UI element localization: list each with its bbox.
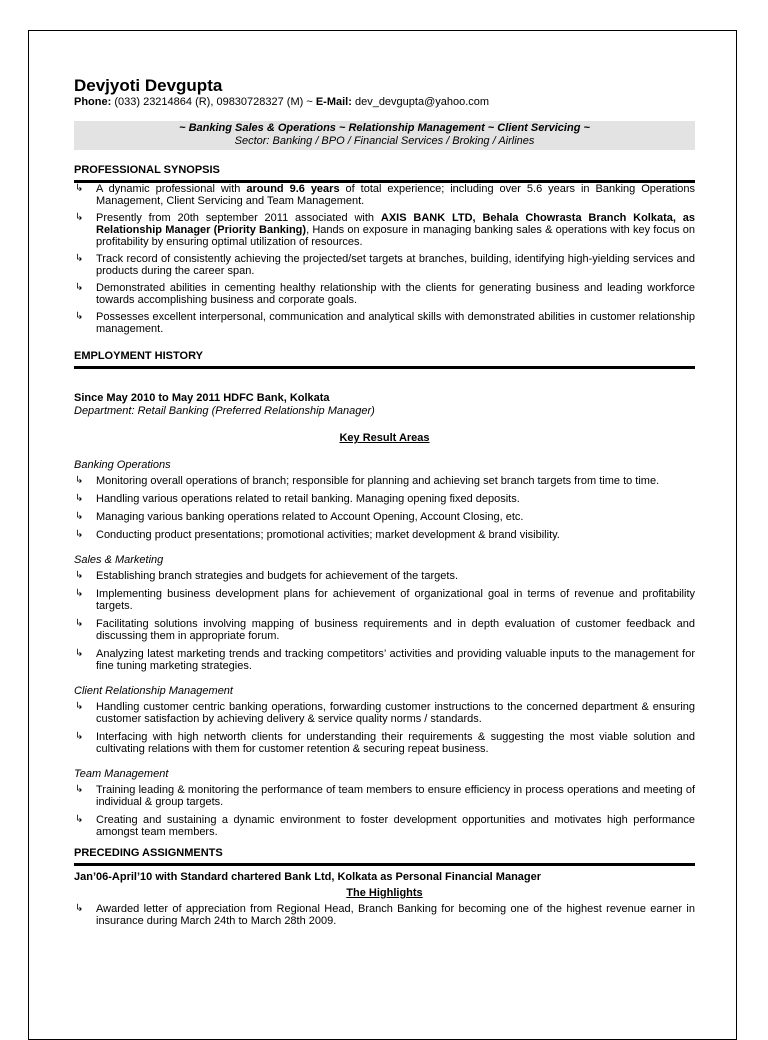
- list-item: ↳ Conducting product presentations; promotional activities; market development & brand visibility.: [75, 529, 560, 541]
- resume-page: [28, 30, 737, 1040]
- employment-department: Department: Retail Banking (Preferred Relationship Manager): [74, 405, 375, 417]
- email-value: dev_devgupta@yahoo.com: [351, 96, 490, 108]
- phone-value: (033) 23214864 (R), 09830728327 (M) ~: [111, 96, 316, 108]
- arrow-bullet-icon: ↳: [75, 570, 84, 581]
- synopsis-list: [74, 183, 695, 335]
- list-item: ↳ Presently from 20th september 2011 associated with AXIS BANK LTD, Behala Chowrasta Branch Kolkata, as Relationship Manager (Priority Banking), Hands on exposure in managing banking sales & operations with key focus on profitability by ensuring optimal utilization of resources.: [75, 212, 696, 248]
- arrow-bullet-icon: ↳: [75, 903, 84, 914]
- list-item: ↳ Handling customer centric banking operations, forwarding customer instructions to the concerned department & ensuring customer satisfaction by achieving delivery & service quality norms / standards.: [75, 701, 695, 725]
- list-item: ↳ Establishing branch strategies and budgets for achievement of the targets.: [75, 570, 458, 582]
- key-result-areas-heading: Key Result Areas: [339, 432, 430, 444]
- arrow-bullet-icon: ↳: [75, 814, 84, 825]
- list-item: ↳ Track record of consistently achieving the projected/set targets at branches, building, identifying high-yielding services and products during the career span.: [75, 253, 695, 277]
- sales-marketing-list: [74, 570, 695, 672]
- phone-label: Phone:: [74, 96, 112, 108]
- arrow-bullet-icon: ↳: [75, 731, 84, 742]
- arrow-bullet-icon: ↳: [75, 648, 84, 659]
- list-item: ↳ Implementing business development plans for achievement of organizational goal in terms of revenue and profitability targets.: [75, 588, 695, 612]
- arrow-bullet-icon: ↳: [75, 311, 84, 322]
- section-heading-employment: EMPLOYMENT HISTORY: [74, 350, 695, 369]
- arrow-bullet-icon: ↳: [75, 784, 84, 795]
- arrow-bullet-icon: ↳: [75, 212, 84, 223]
- list-item: ↳ Interfacing with high networth clients for understanding their requirements & suggesting the most viable solution and cultivating relations with them for customer retention & securing repeat business.: [75, 731, 695, 755]
- arrow-bullet-icon: ↳: [75, 618, 84, 629]
- banner-sector: Sector: Banking / BPO / Financial Services / Broking / Airlines: [234, 135, 535, 147]
- candidate-name: Devjyoti Devgupta: [74, 76, 223, 95]
- list-item: ↳ Handling various operations related to retail banking. Managing opening fixed deposits.: [75, 493, 520, 505]
- arrow-bullet-icon: ↳: [75, 493, 84, 504]
- profile-banner: [74, 121, 695, 150]
- preceding-title: Jan’06-April’10 with Standard chartered Bank Ltd, Kolkata as Personal Financial Manager: [74, 871, 542, 883]
- client-relationship-list: [74, 701, 695, 755]
- arrow-bullet-icon: ↳: [75, 529, 84, 540]
- list-item: ↳ Demonstrated abilities in cementing healthy relationship with the clients for generating business and leading workforce towards accomplishing business and corporate goals.: [75, 282, 695, 306]
- contact-line: [74, 96, 695, 109]
- arrow-bullet-icon: ↳: [75, 475, 84, 486]
- list-item: ↳ Possesses excellent interpersonal, communication and analytical skills with demonstrated abilities in customer relationship management.: [75, 311, 695, 335]
- list-item: ↳ A dynamic professional with around 9.6 years of total experience; including over 5.6 years in Banking Operations Management, Client Servicing and Team Management.: [75, 183, 695, 207]
- subheading-banking-operations: Banking Operations: [74, 459, 171, 471]
- section-heading-synopsis: PROFESSIONAL SYNOPSIS: [74, 164, 695, 183]
- banking-operations-list: [74, 475, 695, 541]
- resume-content: [74, 76, 695, 933]
- list-item: ↳ Managing various banking operations related to Account Opening, Account Closing, etc.: [75, 511, 524, 523]
- list-item: ↳ Analyzing latest marketing trends and tracking competitors’ activities and providing valuable inputs to the management for fine tuning marketing strategies.: [75, 648, 695, 672]
- highlights-heading: The Highlights: [346, 887, 423, 899]
- list-item: ↳ Training leading & monitoring the performance of team members to ensure efficiency in process operations and meeting of individual & group targets.: [75, 784, 695, 808]
- subheading-client-relationship: Client Relationship Management: [74, 685, 233, 697]
- list-item: ↳ Awarded letter of appreciation from Regional Head, Branch Banking for becoming one of the highest revenue earner in insurance during March 24th to March 28th 2009.: [75, 903, 695, 927]
- arrow-bullet-icon: ↳: [75, 511, 84, 522]
- list-item: ↳ Monitoring overall operations of branch; responsible for planning and achieving set branch targets from time to time.: [75, 475, 660, 487]
- list-item: ↳ Creating and sustaining a dynamic environment to foster development opportunities and motivates high performance amongst team members.: [75, 814, 695, 838]
- employment-title: Since May 2010 to May 2011 HDFC Bank, Kolkata: [74, 392, 330, 404]
- list-item: ↳ Facilitating solutions involving mapping of business requirements and in depth evaluation of customer feedback and discussing them in appropriate forum.: [75, 618, 695, 642]
- arrow-bullet-icon: ↳: [75, 701, 84, 712]
- email-label: E-Mail:: [315, 96, 352, 108]
- arrow-bullet-icon: ↳: [75, 183, 84, 194]
- team-management-list: [74, 784, 695, 838]
- arrow-bullet-icon: ↳: [75, 253, 84, 264]
- subheading-sales-marketing: Sales & Marketing: [74, 554, 164, 566]
- banner-skills: ~ Banking Sales & Operations ~ Relationship Management ~ Client Servicing ~: [179, 122, 590, 134]
- subheading-team-management: Team Management: [74, 768, 169, 780]
- section-heading-preceding: PRECEDING ASSIGNMENTS: [74, 847, 695, 866]
- arrow-bullet-icon: ↳: [75, 282, 84, 293]
- highlights-list: [74, 903, 695, 927]
- arrow-bullet-icon: ↳: [75, 588, 84, 599]
